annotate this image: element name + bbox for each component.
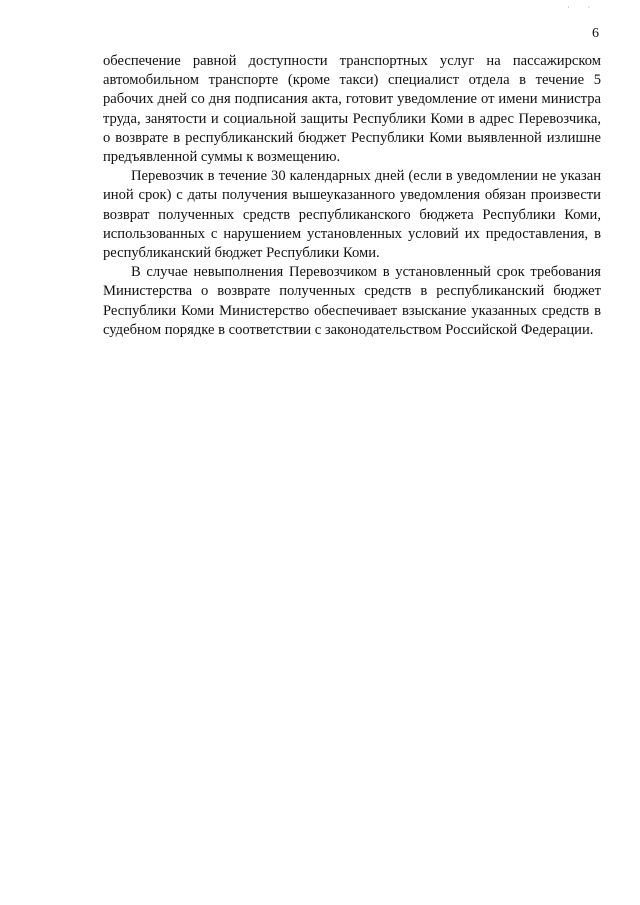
page-number: 6	[592, 26, 599, 41]
paragraph-3: В случае невыполнения Перевозчиком в установленный срок требования Министерства о возврате полученных средств в республиканский бюджет Республики Коми Министерство обеспечивает взыскание указанных средств в судебном порядке в соответствии с законодательством Российской Федерации.	[103, 264, 601, 338]
paragraph-2: Перевозчик в течение 30 календарных дней (если в уведомлении не указан иной срок) с даты получения вышеуказанного уведомления обязан произвести возврат полученных средств республиканского бюджета Республики Коми, использованных с нарушением установленных условий их предоставления, в республиканский бюджет Республики Коми.	[103, 168, 601, 262]
paragraph-1: обеспечение равной доступности транспортных услуг на пассажирском автомобильном транспорте (кроме такси) специалист отдела в течение 5 рабочих дней со дня подписания акта, готовит уведомление от имени министра труда, занятости и социальной защиты Республики Коми в адрес Перевозчика, о возврате в республиканский бюджет Республики Коми выявленной излишне предъявленной суммы к возмещению.	[103, 53, 601, 166]
body-text	[103, 52, 601, 340]
scan-mark: · ·	[567, 3, 599, 12]
